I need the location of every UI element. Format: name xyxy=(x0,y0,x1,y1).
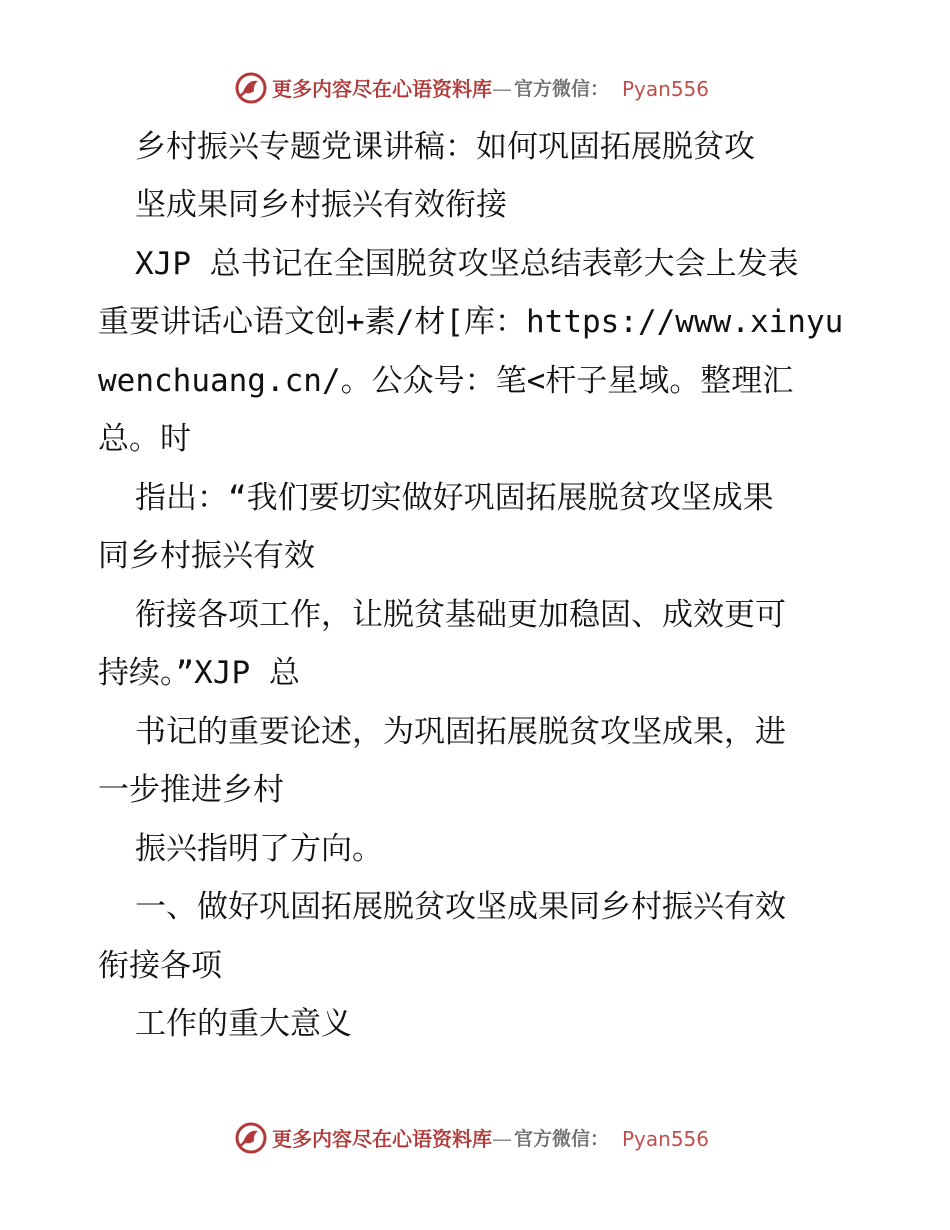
doc-line-4: 重要讲话心语文创+素/材[库：https://www.xinyu xyxy=(98,304,844,340)
doc-line-15: 衔接各项 xyxy=(98,948,222,984)
footer-banner-wechat-label: 官方微信： xyxy=(514,1128,610,1150)
red-seal-logo-icon xyxy=(234,1121,268,1155)
banner-wechat-label: 官方微信： xyxy=(514,78,610,100)
doc-line-12: 一步推进乡村 xyxy=(98,772,284,808)
doc-line-10: 持续。”XJP 总 xyxy=(98,655,300,691)
doc-line-14-heading: 一、做好巩固拓展脱贫攻坚成果同乡村振兴有效 xyxy=(135,889,786,925)
banner-wechat-id: Pyan556 xyxy=(622,77,710,101)
doc-line-8: 同乡村振兴有效 xyxy=(98,538,315,574)
doc-line-5: wenchuang.cn/。公众号：笔<杆子星域。整理汇 xyxy=(98,363,794,399)
doc-line-13: 振兴指明了方向。 xyxy=(135,831,383,867)
footer-banner xyxy=(0,1118,950,1158)
doc-line-16: 工作的重大意义 xyxy=(135,1006,352,1042)
banner-title: 更多内容尽在心语资料库 xyxy=(272,77,492,101)
red-seal-logo-icon xyxy=(234,71,268,105)
footer-banner-separator: — xyxy=(492,1127,512,1151)
doc-line-11: 书记的重要论述，为巩固拓展脱贫攻坚成果，进 xyxy=(135,714,786,750)
doc-line-3: XJP 总书记在全国脱贫攻坚总结表彰大会上发表 xyxy=(135,246,799,282)
header-banner xyxy=(0,68,950,108)
doc-line-title-2: 坚成果同乡村振兴有效衔接 xyxy=(135,187,507,223)
footer-banner-wechat-id: Pyan556 xyxy=(622,1127,710,1151)
doc-line-7: 指出：“我们要切实做好巩固拓展脱贫攻坚成果 xyxy=(135,480,774,516)
doc-line-title-1: 乡村振兴专题党课讲稿：如何巩固拓展脱贫攻 xyxy=(135,129,755,165)
doc-line-9: 衔接各项工作，让脱贫基础更加稳固、成效更可 xyxy=(135,597,786,633)
doc-line-6: 总。时 xyxy=(98,421,191,457)
footer-banner-title: 更多内容尽在心语资料库 xyxy=(272,1127,492,1151)
banner-separator: — xyxy=(492,77,512,101)
